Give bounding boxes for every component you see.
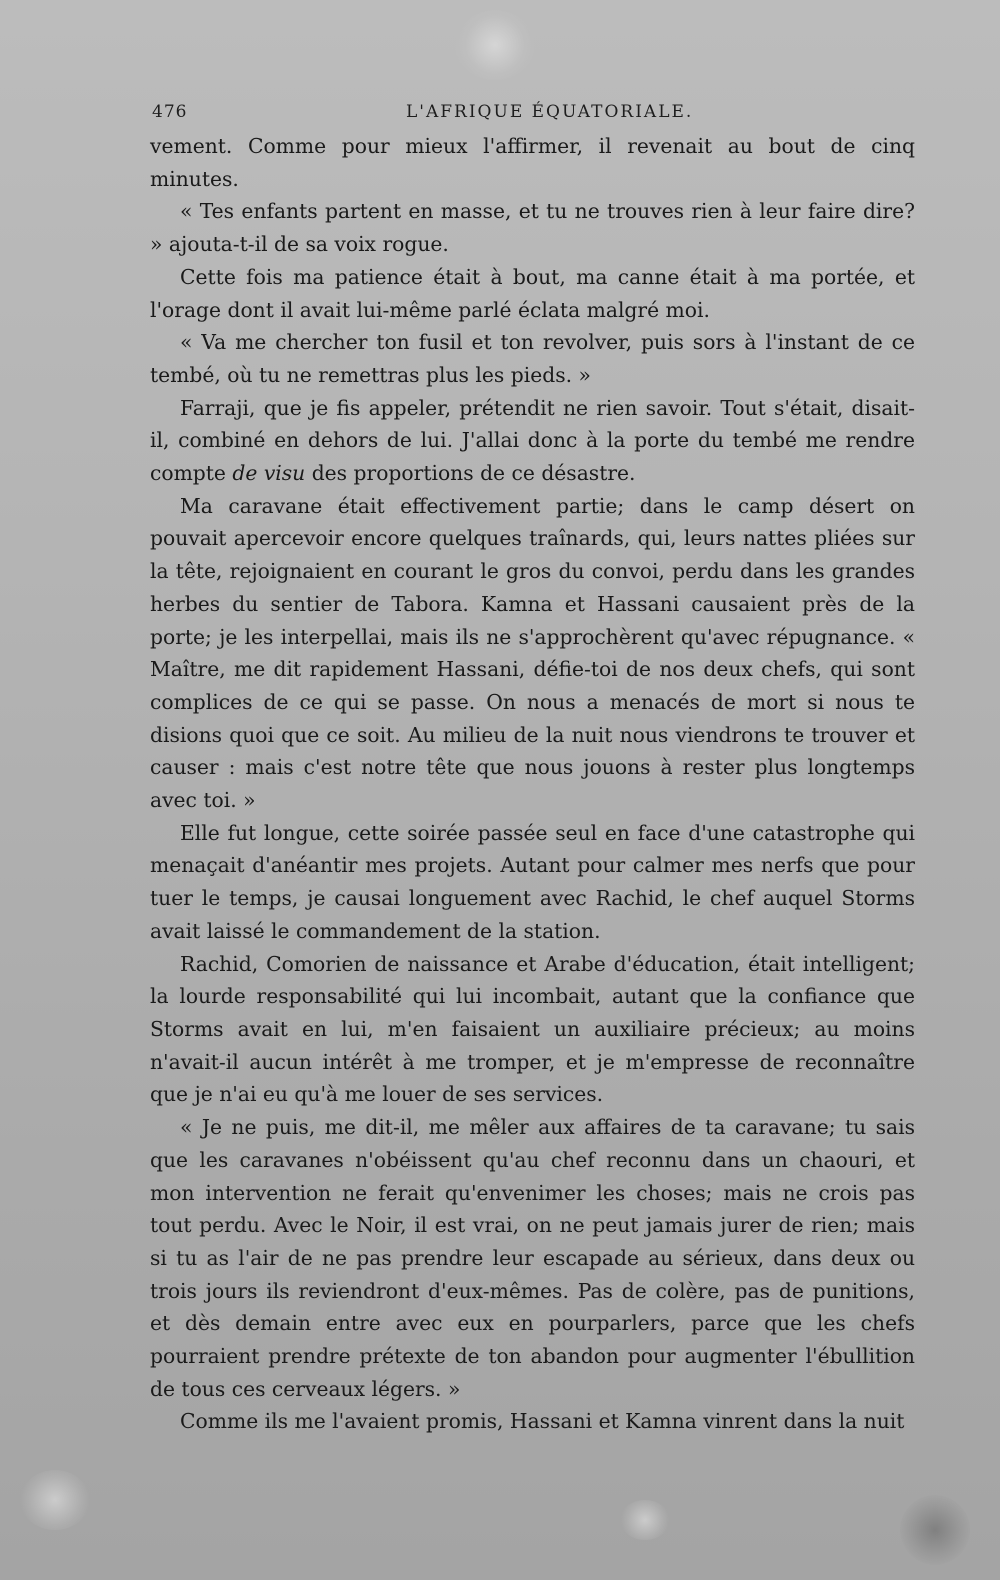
paragraph: « Je ne puis, me dit-il, me mêler aux affaires de ta caravane; tu sais que les caravanes n'obéissent qu'au chef reconnu dans un chaouri, et mon intervention ne ferait qu'envenimer les choses; mais ne crois pas tout perdu. Avec le Noir, il est vrai, on ne peut jamais jurer de rien; mais si tu as l'air de ne pas prendre leur escapade au sérieux, dans deux ou trois jours ils reviendront d'eux-mêmes. Pas de colère, pas de punitions, et dès demain entre avec eux en pourparlers, parce que les chefs pourraient prendre prétexte de ton abandon pour augmenter l'ébullition de tous ces cerveaux légers. »	[150, 1115, 915, 1401]
paragraph: Comme ils me l'avaient promis, Hassani et Kamna vinrent dans la nuit	[180, 1409, 905, 1434]
paper-stain	[900, 1495, 970, 1565]
paragraph: Ma caravane était effectivement partie; dans le camp désert on pouvait apercevoir encore quelques traînards, qui, leurs nattes pliées sur la tête, rejoignaient en courant le gros du convoi, perdu dans les grandes herbes du sentier de Tabora. Kamna et Hassani causaient près de la porte; je les interpellai, mais ils ne s'approchèrent qu'avec répugnance. « Maître, me dit rapidement Hassani, défie-toi de nos deux chefs, qui sont complices de ce qui se passe. On nous a menacés de mort si nous te disions quoi que ce soit. Au milieu de la nuit nous viendrons te trouver et causer : mais c'est notre tête que nous jouons à rester plus longtemps avec toi. »	[150, 493, 915, 813]
running-header	[146, 100, 916, 128]
paragraph: Rachid, Comorien de naissance et Arabe d'éducation, était intelligent; la lourde responsabilité qui lui incombait, autant que la confiance que Storms avait en lui, m'en faisaient un auxiliaire précieux; au moins n'avait-il aucun intérêt à me tromper, et je m'empresse de reconnaître que je n'ai eu qu'à me louer de ses services.	[150, 951, 915, 1107]
paper-stain	[455, 10, 535, 80]
paragraph	[150, 392, 915, 490]
paragraph: vement. Comme pour mieux l'affirmer, il revenait au bout de cinq minutes.	[150, 134, 915, 191]
paper-stain	[20, 1470, 90, 1530]
page-number: 476	[152, 102, 188, 122]
body-text	[150, 130, 915, 1438]
paragraph-text: Farraji, que je fis appeler, prétendit ne rien savoir. Tout s'était, disait-il, combiné en dehors de lui. J'allai donc à la porte du tembé me rendre compte	[150, 395, 915, 486]
italic-phrase: de visu	[232, 461, 306, 486]
running-title: L'AFRIQUE ÉQUATORIALE.	[406, 102, 694, 122]
paragraph: Elle fut longue, cette soirée passée seul en face d'une catastrophe qui menaçait d'anéantir mes projets. Autant pour calmer mes nerfs que pour tuer le temps, je causai longuement avec Rachid, le chef auquel Storms avait laissé le commandement de la station.	[150, 820, 915, 943]
paragraph: Cette fois ma patience était à bout, ma canne était à ma portée, et l'orage dont il avait lui-même parlé éclata malgré moi.	[150, 264, 915, 322]
paragraph-text: des proportions de ce désastre.	[305, 461, 636, 486]
paragraph: « Tes enfants partent en masse, et tu ne trouves rien à leur faire dire? » ajouta-t-il de sa voix rogue.	[150, 199, 915, 257]
paper-stain	[620, 1500, 670, 1540]
paragraph: « Va me chercher ton fusil et ton revolver, puis sors à l'instant de ce tembé, où tu ne remettras plus les pieds. »	[150, 330, 915, 387]
